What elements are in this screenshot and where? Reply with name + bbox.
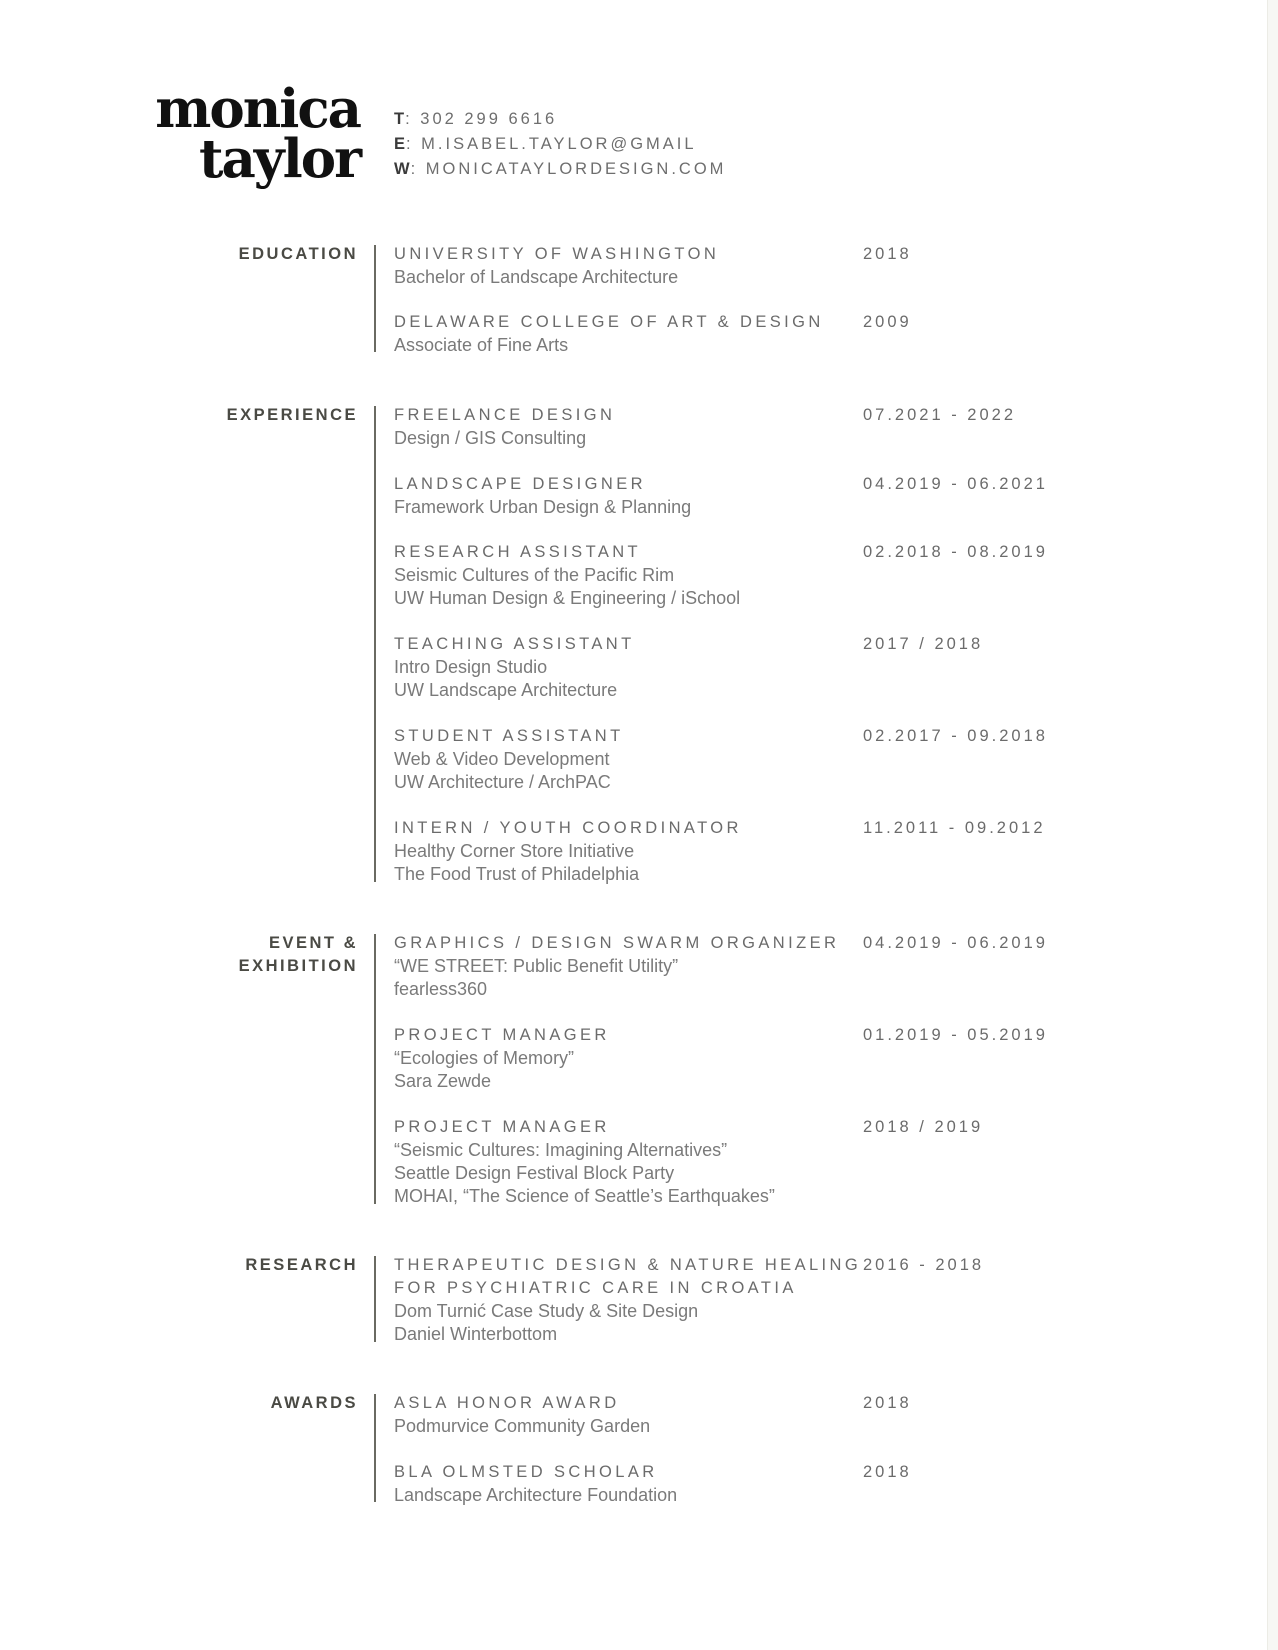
entry-date: 2018 [863, 1394, 912, 1412]
entry-detail: Healthy Corner Store Initiative [394, 841, 635, 861]
entry-date: 02.2018 - 08.2019 [863, 543, 1048, 561]
page-edge [1267, 0, 1278, 1650]
entry-detail: Landscape Architecture Foundation [394, 1485, 678, 1505]
entry-detail: Associate of Fine Arts [394, 335, 569, 355]
experience-entry [394, 633, 1234, 702]
entry-detail: The Food Trust of Philadelphia [394, 864, 640, 884]
entry-title: STUDENT ASSISTANT [394, 727, 624, 745]
entry-detail: “Seismic Cultures: Imagining Alternatives” [394, 1140, 728, 1160]
entry-detail: Daniel Winterbottom [394, 1324, 558, 1344]
section-awards [0, 1392, 1268, 1512]
contact-block [394, 107, 726, 182]
award-entry [394, 1461, 1234, 1507]
event-entry [394, 932, 1234, 1001]
entry-title: ASLA HONOR AWARD [394, 1394, 620, 1412]
entry-title: THERAPEUTIC DESIGN & NATURE HEALING [394, 1256, 862, 1274]
entry-date: 2016 - 2018 [863, 1256, 985, 1274]
section-event-exhibition [0, 932, 1268, 1208]
entry-title: GRAPHICS / DESIGN SWARM ORGANIZER [394, 934, 840, 952]
section-divider [374, 406, 376, 882]
entry-title: UNIVERSITY OF WASHINGTON [394, 245, 720, 263]
section-divider [374, 934, 376, 1204]
entry-title: FREELANCE DESIGN [394, 406, 616, 424]
experience-entry [394, 404, 1234, 450]
experience-entry [394, 817, 1234, 886]
entry-detail: “WE STREET: Public Benefit Utility” [394, 956, 679, 976]
entry-detail: MOHAI, “The Science of Seattle’s Earthquakes” [394, 1186, 775, 1206]
entry-detail: Intro Design Studio [394, 657, 548, 677]
education-entry [394, 243, 1234, 289]
entry-detail: Seattle Design Festival Block Party [394, 1163, 675, 1183]
entry-title: DELAWARE COLLEGE OF ART & DESIGN [394, 313, 824, 331]
name-last: taylor [198, 128, 360, 190]
entry-detail: UW Landscape Architecture [394, 680, 618, 700]
entry-date: 2018 [863, 245, 912, 263]
section-divider [374, 245, 376, 352]
entry-title: PROJECT MANAGER [394, 1026, 610, 1044]
section-label: EVENT & EXHIBITION [238, 934, 358, 975]
section-divider [374, 1394, 376, 1502]
entry-date: 01.2019 - 05.2019 [863, 1026, 1048, 1044]
entry-title: TEACHING ASSISTANT [394, 635, 635, 653]
section-label: EDUCATION [238, 245, 358, 263]
entry-detail: Bachelor of Landscape Architecture [394, 267, 679, 287]
section-divider [374, 1256, 376, 1342]
entry-title: PROJECT MANAGER [394, 1118, 610, 1136]
entry-detail: UW Human Design & Engineering / iSchool [394, 588, 741, 608]
entry-date: 04.2019 - 06.2021 [863, 475, 1048, 493]
entry-detail: Podmurvice Community Garden [394, 1416, 651, 1436]
entry-date: 2009 [863, 313, 912, 331]
entry-detail: Framework Urban Design & Planning [394, 497, 692, 517]
entry-title: BLA OLMSTED SCHOLAR [394, 1463, 658, 1481]
section-label: RESEARCH [245, 1256, 358, 1274]
entry-detail: Sara Zewde [394, 1071, 492, 1091]
section-education [0, 243, 1268, 363]
name-first: monica [155, 78, 360, 140]
entry-date: 11.2011 - 09.2012 [863, 819, 1046, 837]
experience-entry [394, 473, 1234, 519]
event-entry [394, 1116, 1234, 1208]
experience-entry [394, 725, 1234, 794]
entry-detail: fearless360 [394, 979, 488, 999]
entry-date: 2018 [863, 1463, 912, 1481]
section-label: AWARDS [270, 1394, 358, 1412]
entry-date: 2018 / 2019 [863, 1118, 984, 1136]
entry-date: 2017 / 2018 [863, 635, 984, 653]
experience-entry [394, 541, 1234, 610]
contact-phone: T: 302 299 6616 [394, 110, 558, 128]
entry-detail: Dom Turnić Case Study & Site Design [394, 1301, 699, 1321]
event-entry [394, 1024, 1234, 1093]
entry-detail: Seismic Cultures of the Pacific Rim [394, 565, 675, 585]
entry-detail: Web & Video Development [394, 749, 610, 769]
entry-title: INTERN / YOUTH COORDINATOR [394, 819, 742, 837]
section-research [0, 1254, 1268, 1346]
contact-website[interactable]: W: MONICATAYLORDESIGN.COM [394, 160, 727, 178]
resume-name [150, 78, 360, 190]
contact-email[interactable]: E: M.ISABEL.TAYLOR@GMAIL [394, 135, 697, 153]
research-entry [394, 1254, 1234, 1346]
entry-date: 02.2017 - 09.2018 [863, 727, 1048, 745]
award-entry [394, 1392, 1234, 1438]
entry-title: LANDSCAPE DESIGNER [394, 475, 646, 493]
entry-date: 04.2019 - 06.2019 [863, 934, 1048, 952]
entry-date: 07.2021 - 2022 [863, 406, 1017, 424]
entry-title: RESEARCH ASSISTANT [394, 543, 642, 561]
section-experience [0, 404, 1268, 884]
entry-detail: “Ecologies of Memory” [394, 1048, 575, 1068]
education-entry [394, 311, 1234, 357]
section-label: EXPERIENCE [226, 406, 358, 424]
entry-detail: UW Architecture / ArchPAC [394, 772, 611, 792]
entry-title: FOR PSYCHIATRIC CARE IN CROATIA [394, 1279, 797, 1297]
entry-detail: Design / GIS Consulting [394, 428, 587, 448]
